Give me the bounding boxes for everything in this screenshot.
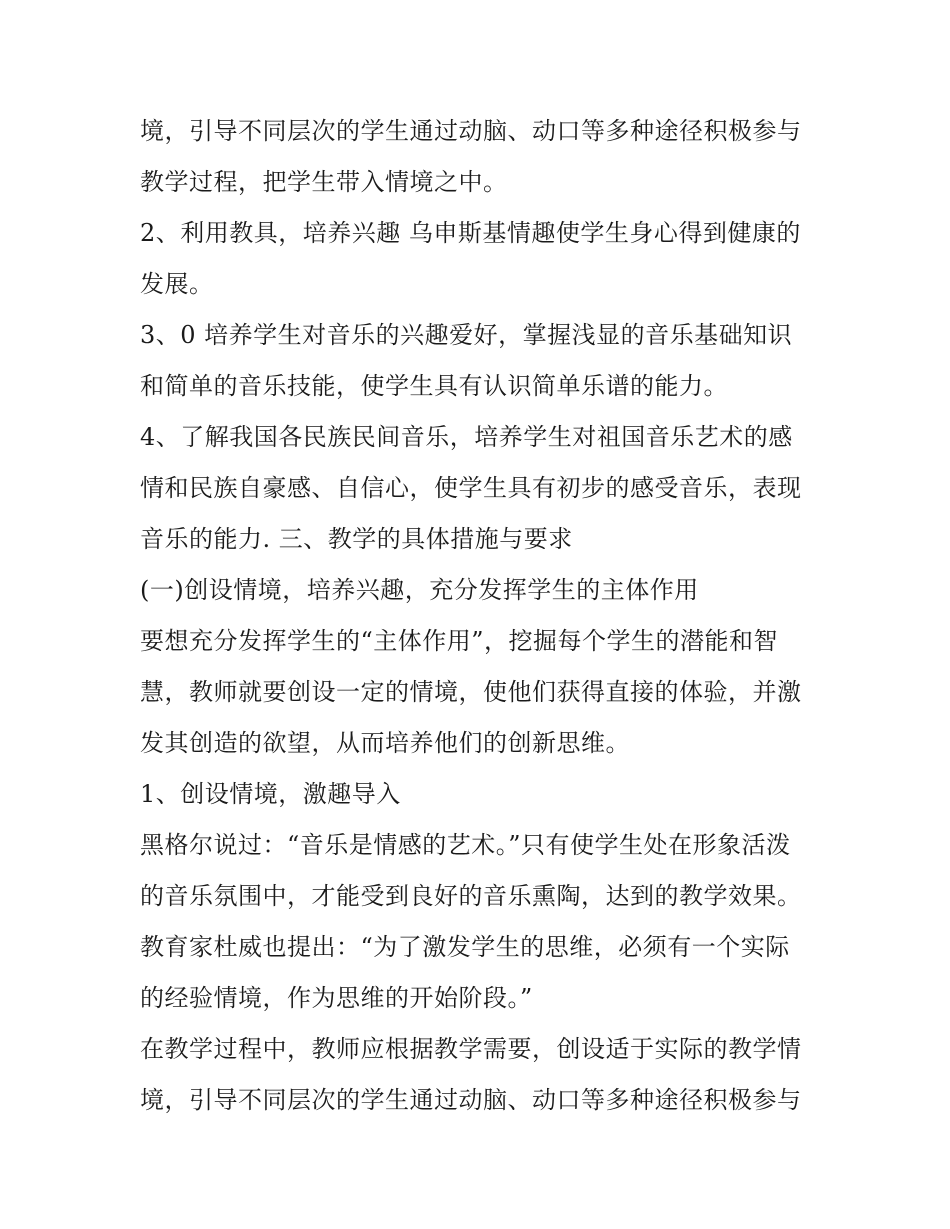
text-line: 4、了解我国各民族民间音乐，培养学生对祖国音乐艺术的感: [140, 423, 793, 451]
text-line: 黑格尔说过：“音乐是情感的艺术。”只有使学生处在形象活泼: [140, 831, 791, 859]
text-line: 境，引导不同层次的学生通过动脑、动口等多种途径积极参与: [140, 117, 802, 145]
text-line: 在教学过程中，教师应根据教学需要，创设适于实际的教学情: [140, 1035, 802, 1063]
document-body: [140, 106, 830, 1126]
text-line: 教育家杜威也提出：“为了激发学生的思维，必须有一个实际: [140, 933, 790, 961]
text-line: 和简单的音乐技能，使学生具有认识简单乐谱的能力。: [140, 372, 728, 400]
text-line: 要想充分发挥学生的“主体作用”，挖掘每个学生的潜能和智: [140, 627, 779, 655]
text-line: 3、0 培养学生对音乐的兴趣爱好，掌握浅显的音乐基础知识: [140, 321, 793, 349]
text-line: 2、利用教具，培养兴趣 乌申斯基情趣使学生身心得到健康的: [140, 219, 801, 247]
section-heading: (一)创设情境，培养兴趣，充分发挥学生的主体作用: [140, 576, 699, 604]
text-line: 教学过程，把学生带入情境之中。: [140, 168, 508, 196]
text-line: 发其创造的欲望，从而培养他们的创新思维。: [140, 729, 630, 757]
subsection-heading: 1、创设情境，激趣导入: [140, 780, 401, 808]
text-line: 发展。: [140, 270, 214, 298]
text-line: 慧，教师就要创设一定的情境，使他们获得直接的体验，并激: [140, 678, 802, 706]
text-line: 境，引导不同层次的学生通过动脑、动口等多种途径积极参与: [140, 1086, 802, 1114]
text-line: 的音乐氛围中，才能受到良好的音乐熏陶，达到的教学效果。: [140, 882, 802, 910]
text-line: 的经验情境，作为思维的开始阶段。”: [140, 984, 533, 1012]
text-line: 情和民族自豪感、自信心，使学生具有初步的感受音乐，表现: [140, 474, 802, 502]
text-line: 音乐的能力. 三、教学的具体措施与要求: [140, 525, 573, 553]
